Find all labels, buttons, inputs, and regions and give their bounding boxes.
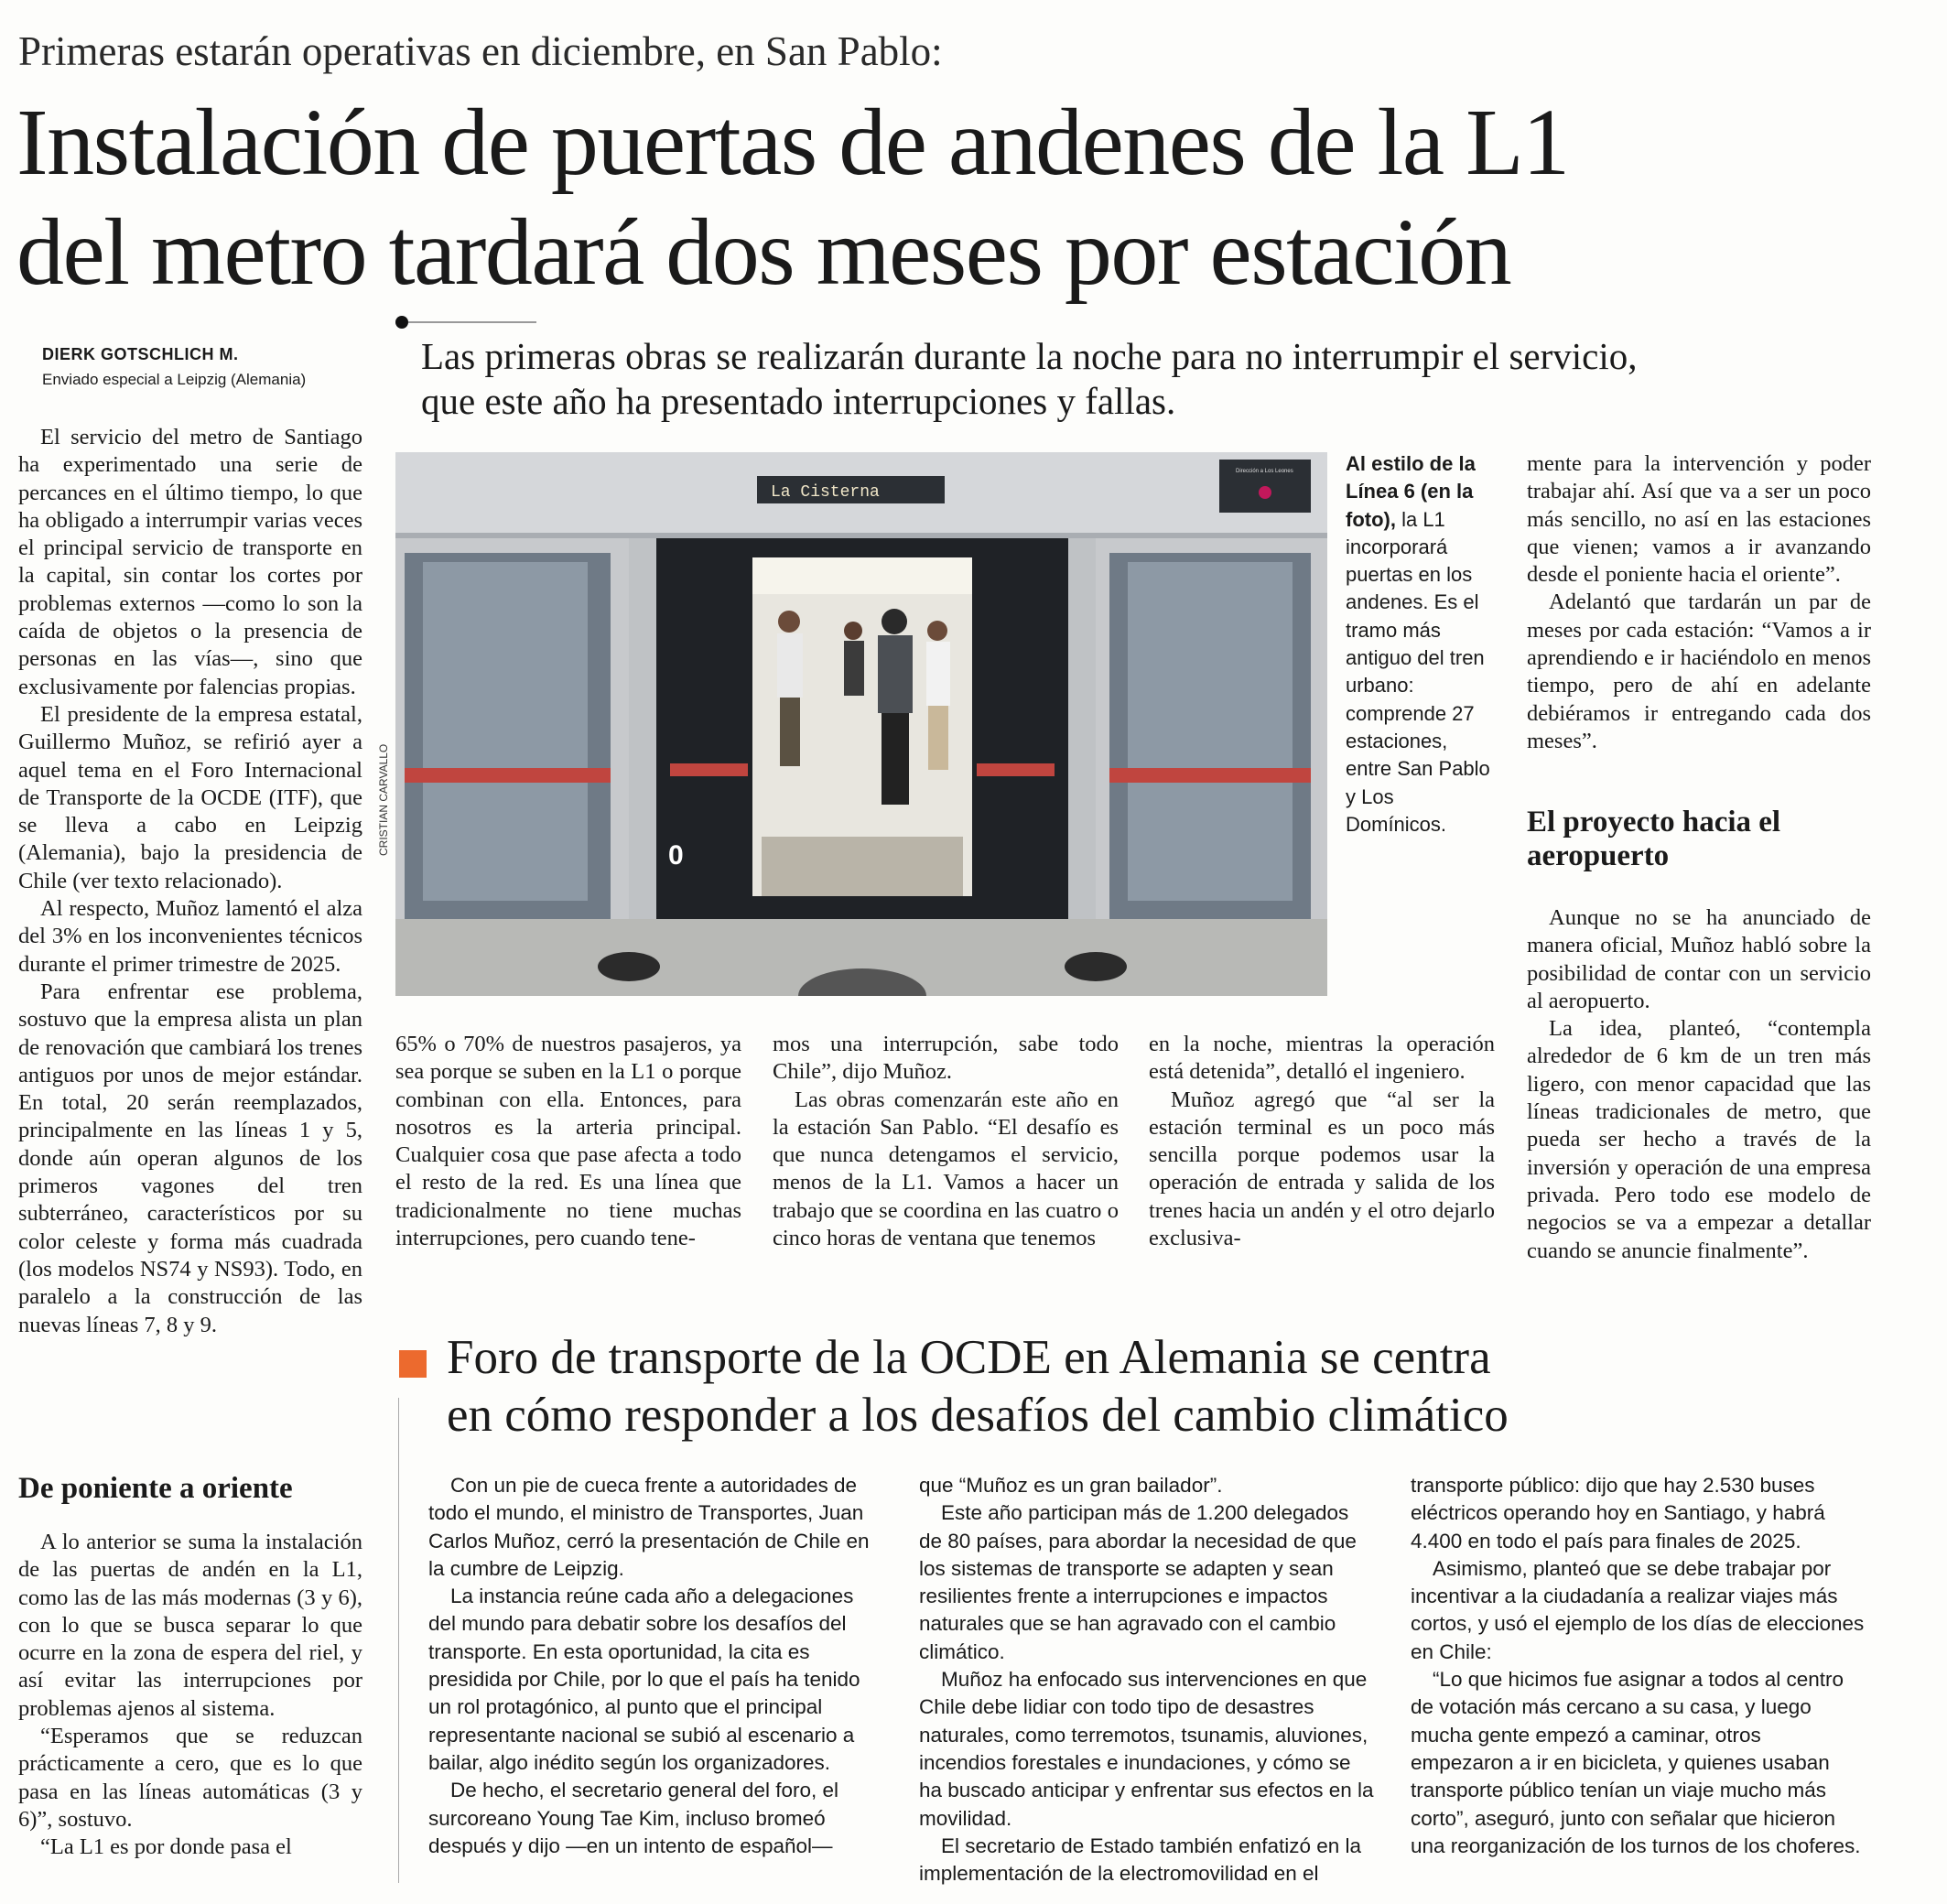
subhead-aeropuerto: El proyecto hacia el aeropuerto [1527,806,1781,872]
secondary-column-1 [428,1472,886,1860]
paragraph: mos una interrupción, sabe todo Chile”, dijo Muñoz. [773,1032,1119,1085]
rule-dot [395,316,408,329]
headline [16,88,1930,308]
section-divider [398,1398,399,1883]
kicker: Primeras estarán operativas en diciembre, en San Pablo: [18,28,943,74]
paragraph: mente para la intervención y poder trabajar ahí. Así que va a ser un poco más sencillo, no así en las estaciones que vienen; vamos a ir avanzando desde el poniente hacia el oriente”. [1527,451,1871,588]
secondary-column-2 [919,1472,1377,1888]
rule-line [408,321,536,323]
headline-line-2: del metro tardará dos meses por estación [16,200,1511,305]
paragraph: El presidente de la empresa estatal, Guillermo Muñoz, se refirió ayer a aquel tema en el Foro Internacional de Transporte de la OCDE (ITF), que se lleva a cabo en Leipzig (Alemania), bajo la presidencia de Chile (ver texto relacionado). [18,701,362,893]
byline-role: Enviado especial a Leipzig (Alemania) [42,371,307,388]
paragraph: El servicio del metro de Santiago ha experimentado una serie de percances en el último tiempo, lo que ha obligado a interrumpir varias veces el principal servicio de transporte en la capital, sin contar los cortes por problemas externos —como lo son la caída de objetos o la presencia de personas en las vías—, sino que exclusivamente por falencias propias. [18,425,362,699]
paragraph: “Lo que hicimos fue asignar a todos al centro de votación más cercano a su casa, y luego mucha gente empezó a caminar, otros empezaron a ir en bicicleta, y quienes usaban transporte público tenían un viaje mucho más corto”, aseguró, junto con señalar que hicieron una reorganización de los turnos de los choferes. [1411,1668,1861,1857]
paragraph: Aunque no se ha anunciado de manera oficial, Muñoz habló sobre la posibilidad de contar con un servicio al aeropuerto. [1527,905,1871,1013]
byline-author: DIERK GOTSCHLICH M. [42,345,239,363]
photo-credit: CRISTIAN CARVALLO [377,743,390,856]
paragraph: que “Muñoz es un gran bailador”. [919,1474,1223,1497]
paragraph: Las obras comenzarán este año en la estación San Pablo. “El desafío es que nunca detengamos el servicio, menos de la L1. Vamos a hacer un trabajo que se coordina en las cuatro o cinco horas de ventana que tenemos [773,1087,1119,1251]
deck [421,334,1849,424]
paragraph: Adelantó que tardarán un par de meses por cada estación: “Vamos a ir aprendiendo e ir haciéndolo en menos tiempo, pero de ahí en adelante debiéramos ir entregando cada dos meses”. [1527,590,1871,753]
secondary-headline [447,1329,1875,1444]
paragraph: Para enfrentar ese problema, sostuvo que la empresa alista un plan de renovación que cambiará los trenes antiguos por unos de mejor estándar. En total, 20 serán reemplazados, principalmente en las líneas 1 y 5, donde aún operan algunos de los primeros vagones del tren subterráneo, característicos por su color celeste y forma más cuadrada (los modelos NS74 y NS93). Todo, en paralelo a la construcción de las nuevas líneas 7, 8 y 9. [18,979,362,1337]
deck-line-2: que este año ha presentado interrupciones y fallas. [421,380,1176,422]
subhead-poniente: De poniente a oriente [18,1472,293,1505]
paragraph: en la noche, mientras la operación está detenida”, detalló el ingeniero. [1149,1032,1495,1085]
secondary-headline-line-1: Foro de transporte de la OCDE en Alemania se centra [447,1331,1491,1384]
article-column-4 [1149,1031,1495,1252]
paragraph: 65% o 70% de nuestros pasajeros, ya sea porque se suben en la L1 o porque combinan con ella. Entonces, para nosotros es la arteria principal. Cualquier cosa que pase afecta a todo el resto de la red. Es una línea que tradicionalmente no tiene muchas interrupciones, pero cuando tene- [395,1032,741,1251]
photo-caption [1346,450,1492,838]
article-column-3 [773,1031,1119,1252]
article-column-2 [395,1031,741,1252]
metro-platform-illustration [395,452,1327,996]
metro-photo [395,452,1327,996]
direction-panel-text: Dirección a Los Leones [1236,469,1293,474]
section-marker [399,1350,427,1378]
article-column-1b [18,1529,362,1895]
article-column-right-b [1527,904,1871,1265]
caption-text: la L1 incorporará puertas en los andenes. Es el tramo más antiguo del tren urbano: comprende 27 estaciones, entre San Pablo y Los Domínicos. [1346,507,1490,836]
paragraph: Muñoz ha enfocado sus intervenciones en que Chile debe lidiar con todo tipo de desastres naturales, como terremotos, tsunamis, aluviones, incendios forestales e inundaciones, y cómo se ha buscado anticipar y enfrentar sus efectos en la movilidad. [919,1668,1374,1830]
paragraph: Este año participan más de 1.200 delegados de 80 países, para abordar la necesidad de que los sistemas de transporte se adapten y sean resilientes frente a interrupciones e impactos naturales que se han agravado con el cambio climático. [919,1501,1357,1663]
paragraph: “Esperamos que se reduzcan prácticamente a cero, que es lo que pasa en las líneas automáticas (3 y 6)”, sostuvo. [18,1724,362,1832]
paragraph: “La L1 es por donde pasa el [40,1834,292,1860]
paragraph: El secretario de Estado también enfatizó en la implementación de la electromovilidad en el [919,1834,1362,1886]
paragraph: La idea, planteó, “contempla alrededor de 6 km de un tren más ligero, con menor capacidad que las líneas tradicionales de metro, que pueda ser hecho a través de la inversión y operación de una empresa privada. Pero todo ese modelo de negocios se va a empezar a detallar cuando se anuncie finalmente”. [1527,1016,1871,1263]
paragraph: transporte público: dijo que hay 2.530 buses eléctricos operando hoy en Santiago, y habrá 4.400 en todo el país para finales de 2025. [1411,1474,1825,1552]
deck-line-1: Las primeras obras se realizarán durante la noche para no interrumpir el servicio, [421,335,1638,377]
caption-bold: Al estilo de la Línea 6 (en la foto), [1346,452,1476,531]
station-sign-text: La Cisterna [771,483,880,502]
paragraph: Asimismo, planteó que se debe trabajar por incentivar a la ciudadanía a realizar viajes más cortos, y usó el ejemplo de los días de elecciones en Chile: [1411,1556,1865,1663]
paragraph: De hecho, el secretario general del foro, el surcoreano Young Tae Kim, incluso bromeó después y dijo —en un intento de español— [428,1779,838,1857]
paragraph: Con un pie de cueca frente a autoridades de todo el mundo, el ministro de Transportes, Juan Carlos Muñoz, cerró la presentación de Chile en la cumbre de Leipzig. [428,1474,870,1580]
article-column-right [1527,450,1871,755]
paragraph: Al respecto, Muñoz lamentó el alza del 3% en los inconvenientes técnicos durante el primer trimestre de 2025. [18,896,362,977]
paragraph: Muñoz agregó que “al ser la estación terminal es un poco más sencilla porque podemos usar la operación de entrada y salida de los trenes hacia un andén y el otro dejarlo exclusiva- [1149,1087,1495,1251]
paragraph: A lo anterior se suma la instalación de las puertas de andén en la L1, como las de las más modernas (3 y 6), con lo que se busca separar lo que ocurre en la zona de espera del riel, y así evitar las interrupciones por problemas ajenos al sistema. [18,1530,362,1721]
secondary-headline-line-2: en cómo responder a los desafíos del cambio climático [447,1389,1509,1442]
secondary-column-3 [1411,1472,1868,1860]
paragraph: La instancia reúne cada año a delegaciones del mundo para debatir sobre los desafíos del transporte. En esta oportunidad, la cita es presidida por Chile, por lo que el país ha tenido un rol protagónico, al punto que el principal representante nacional se subió al escenario a bailar, algo inédito según los organizadores. [428,1585,860,1774]
article-column-1 [18,424,362,1467]
door-number: 0 [668,840,684,871]
headline-line-1: Instalación de puertas de andenes de la L1 [16,90,1569,195]
